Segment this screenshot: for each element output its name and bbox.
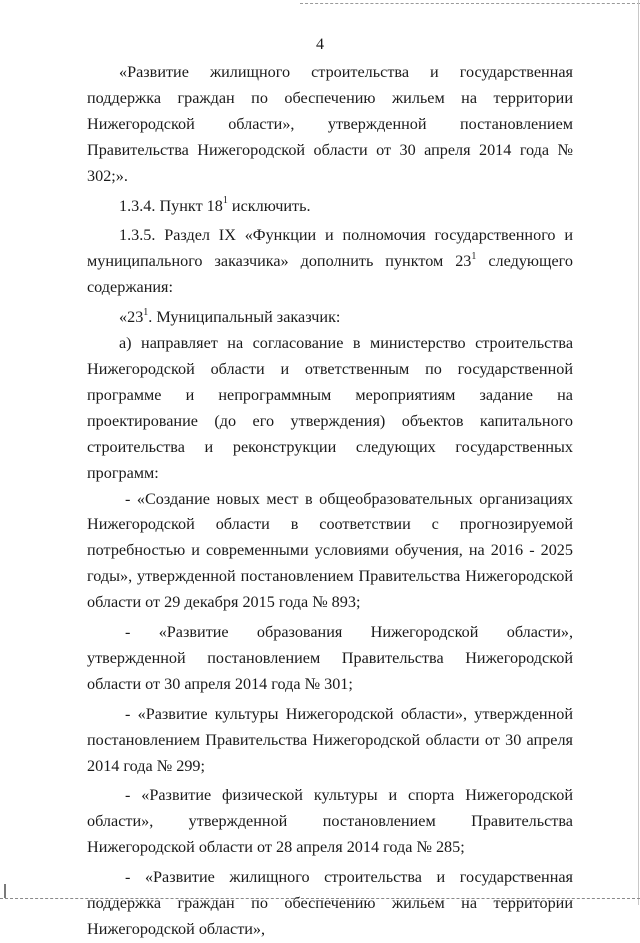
page-number: 4: [316, 36, 324, 53]
list-item-program-culture: - «Развитие культуры Нижегородской области», утвержденной постановлением Правительства Нижегородской области от 30 апреля 2014 года № 299;: [87, 704, 573, 775]
paragraph-1-3-5: 1.3.5. Раздел IX «Функции и полномочия государственного и муниципального заказчика» дополнить пунктом $23^1$ следующего содержания:: [87, 226, 574, 297]
document-body: [87, 60, 573, 943]
list-item-program-new-places: - «Создание новых мест в общеобразовательных организациях Нижегородской области в соответствии с прогнозируемой потребностью и современными условиями обучения, на 2016 - 2025 годы», утвержденной постановлением Правительства Нижегородской области от 29 декабря 2015 года № 893;: [87, 489, 573, 612]
list-item-program-education: - «Развитие образования Нижегородской области», утвержденной постановлением Правительства Нижегородской области от 30 апреля 2014 года № 301;: [87, 623, 573, 693]
paragraph-23-1-heading: «$23^1$. Муниципальный заказчик:: [119, 306, 341, 327]
paragraph-1-3-4: 1.3.4. Пункт $18^1$ исключить.: [119, 195, 311, 215]
list-item-program-housing: - «Развитие жилищного строительства и государственная поддержка граждан по обеспечению жильем на территории Нижегородской области»,: [87, 868, 573, 938]
paragraph-program-housing-tail: «Развитие жилищного строительства и государственная поддержка граждан по обеспечению жильем на территории Нижегородской области», утвержденной постановлением Правительства Нижегородской области от 30 апреля 2014 года № 302;».: [87, 63, 573, 185]
scan-top-line: [300, 3, 640, 4]
scan-right-edge: [638, 0, 639, 905]
list-item-program-sport: - «Развитие физической культуры и спорта Нижегородской области», утвержденной постановлением Правительства Нижегородской области от 28 апреля 2014 года № 285;: [87, 786, 573, 857]
paragraph-item-a: а) направляет на согласование в министерство строительства Нижегородской области и ответственным по государственной программе и непрограммным мероприятиям задание на проектирование (до его утверждения) объектов капитального строительства и реконструкции следующих государственных программ:: [87, 334, 573, 482]
scan-margin-mark: [4, 884, 6, 898]
scan-bottom-line: [0, 898, 640, 899]
